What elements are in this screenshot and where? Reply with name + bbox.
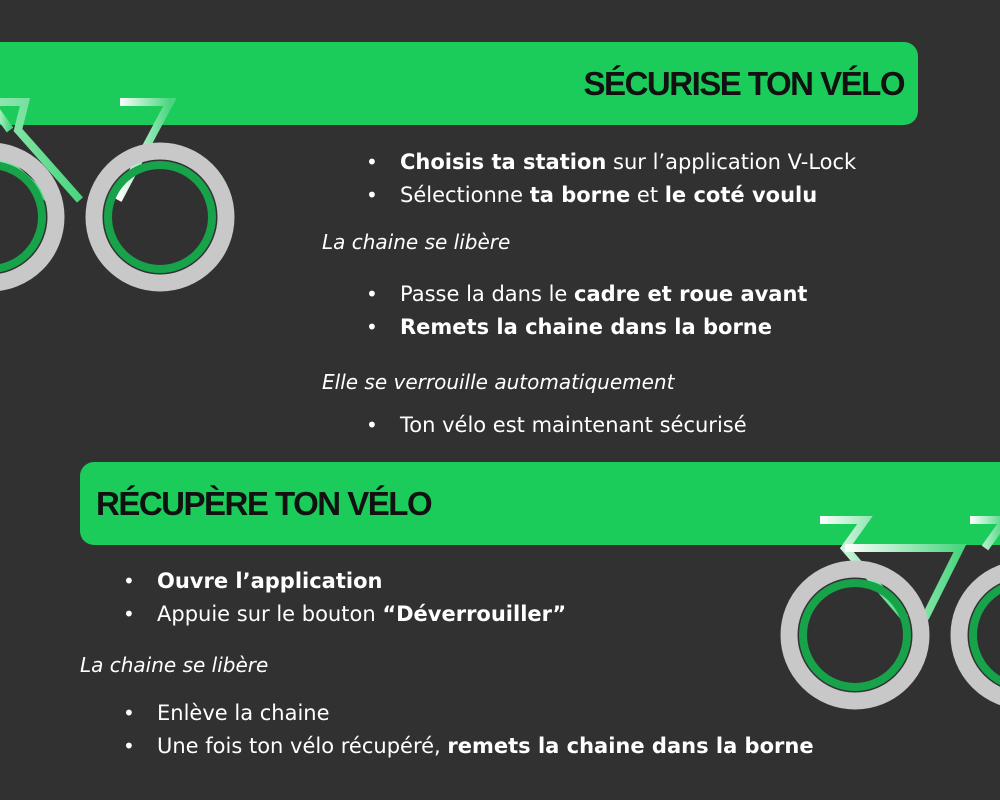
list-item: • Ton vélo est maintenant sécurisé (366, 409, 747, 442)
list-item: • Enlève la chaine (123, 697, 814, 730)
list-item: • Passe la dans le cadre et roue avant (366, 278, 807, 311)
list-item: • Appuie sur le bouton “Déverrouiller” (123, 598, 566, 631)
secure-steps-2 (366, 278, 807, 344)
list-item: • Sélectionne ta borne et le coté voulu (366, 179, 856, 212)
list-item: • Choisis ta station sur l’application V-Lock (366, 146, 856, 179)
list-item: • Ouvre l’application (123, 565, 566, 598)
retrieve-steps-2 (123, 697, 814, 763)
secure-note-1: La chaine se libère (322, 230, 511, 254)
secure-steps-1 (366, 146, 856, 212)
list-item: • Une fois ton vélo récupéré, remets la chaine dans la borne (123, 730, 814, 763)
retrieve-title: RÉCUPÈRE TON VÉLO (96, 484, 432, 522)
list-item: • Remets la chaine dans la borne (366, 311, 807, 344)
secure-title: SÉCURISE TON VÉLO (583, 64, 904, 102)
bike-icon (760, 508, 1000, 718)
retrieve-steps-1 (123, 565, 566, 631)
bike-icon (0, 90, 250, 300)
secure-steps-3 (366, 409, 747, 442)
retrieve-note-1: La chaine se libère (80, 653, 269, 677)
secure-note-2: Elle se verrouille automatiquement (322, 370, 675, 394)
